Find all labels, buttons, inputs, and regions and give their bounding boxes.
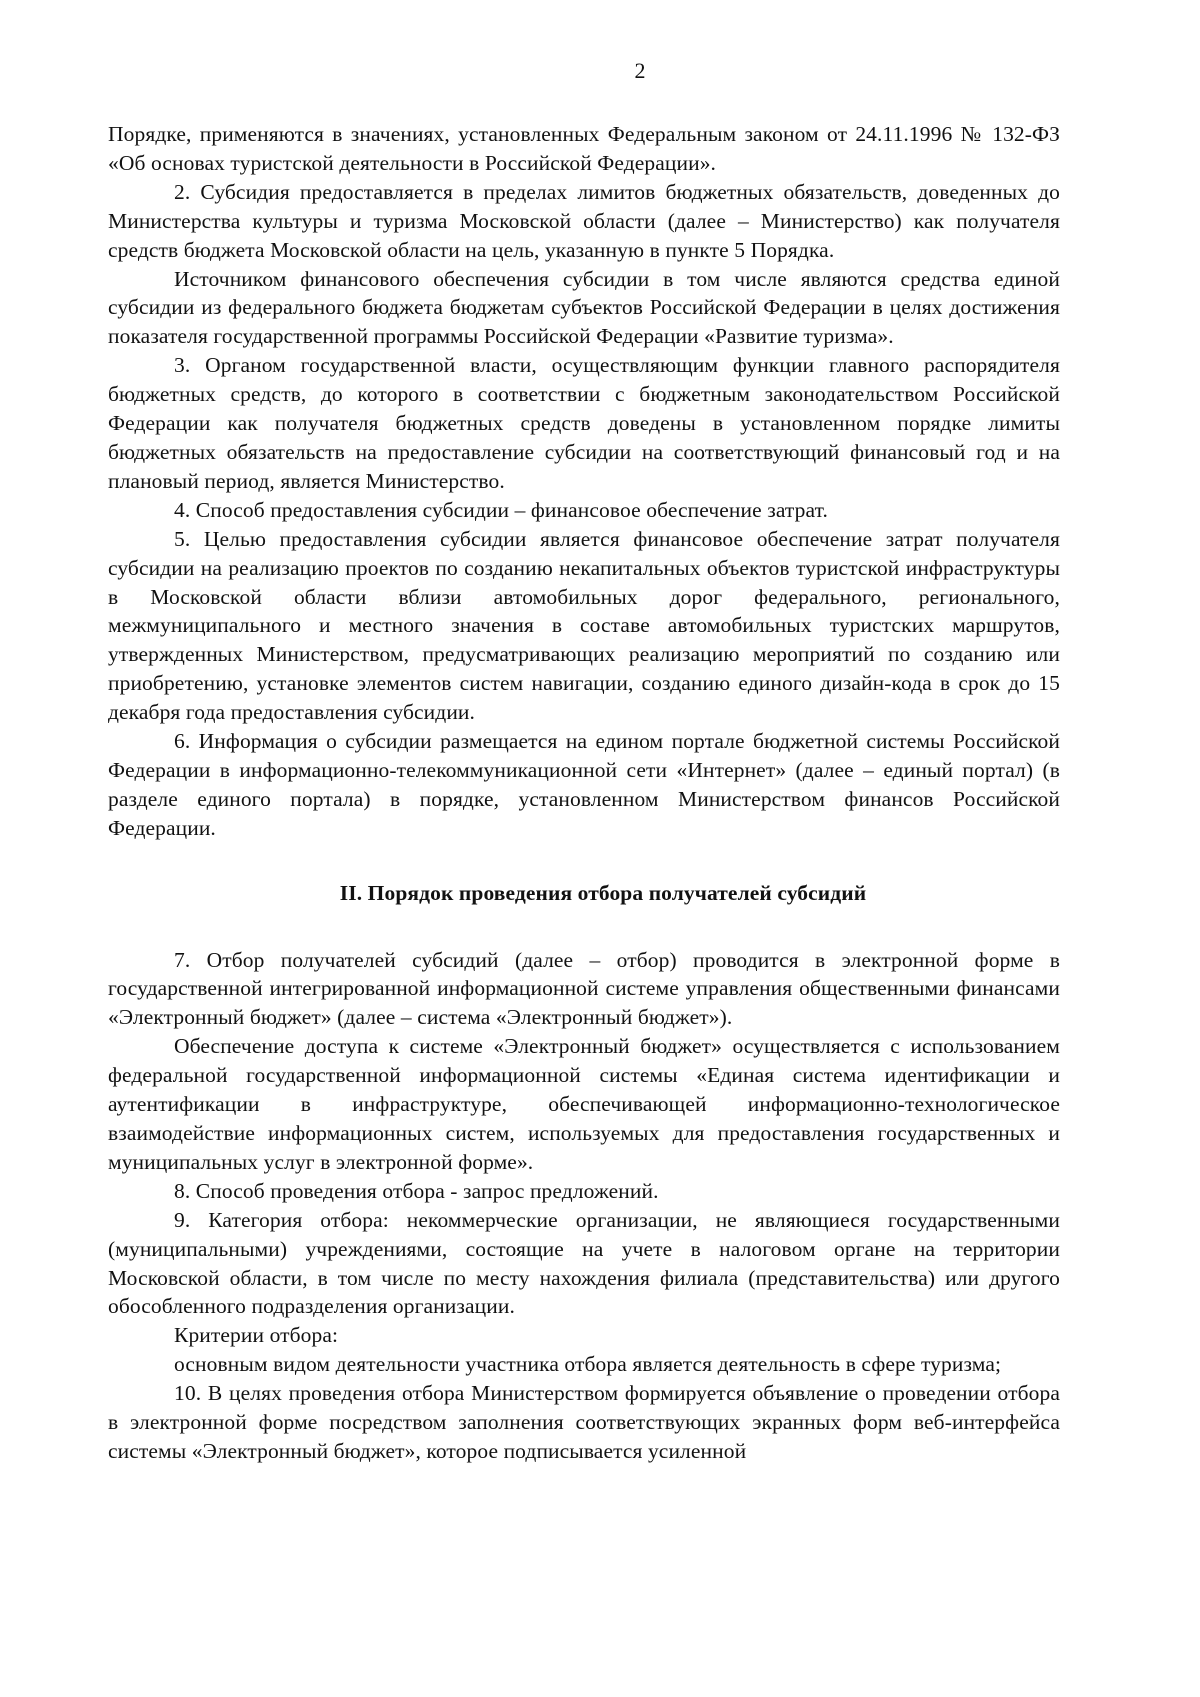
paragraph-item-9: 9. Категория отбора: некоммерческие организации, не являющиеся государственными (муниципальными) учреждениями, состоящие на учете в налоговом органе на территории Московской области, в том числе по месту нахождения филиала (представительства) или другого обособленного подразделения организации. [108,1207,1060,1319]
document-body [108,120,1060,1466]
paragraph-item-4: 4. Способ предоставления субсидии – финансовое обеспечение затрат. [174,497,828,522]
paragraph-funding-source: Источником финансового обеспечения субсидии в том числе являются средства единой субсидии из федерального бюджета бюджетам субъектов Российской Федерации в целях достижения показателя государственной программы Российской Федерации «Развитие туризма». [108,266,1060,349]
paragraph-item-7: 7. Отбор получателей субсидий (далее – отбор) проводится в электронной форме в государственной интегрированной информационной системе управления общественными финансами «Электронный бюджет» (далее – система «Электронный бюджет»). [108,947,1060,1030]
paragraph-item-3: 3. Органом государственной власти, осуществляющим функции главного распорядителя бюджетных средств, до которого в соответствии с бюджетным законодательством Российской Федерации как получателя бюджетных средств доведены в установленном порядке лимиты бюджетных обязательств на предоставление субсидии на соответствующий финансовый год и на плановый период, является Министерство. [108,353,1060,493]
paragraph-item-2: 2. Субсидия предоставляется в пределах лимитов бюджетных обязательств, доведенных до Министерства культуры и туризма Московской области (далее – Министерство) как получателя средств бюджета Московской области на цель, указанную в пункте 5 Порядка. [108,179,1060,262]
paragraph-item-6: 6. Информация о субсидии размещается на едином портале бюджетной системы Российской Федерации в информационно-телекоммуникационной сети «Интернет» (далее – единый портал) (в разделе единого портала) в порядке, установленном Министерством финансов Российской Федерации. [108,729,1060,840]
paragraph-criteria-item: основным видом деятельности участника отбора является деятельность в сфере туризма; [174,1352,1002,1377]
paragraph-access: Обеспечение доступа к системе «Электронный бюджет» осуществляется с использованием федеральной государственной информационной системы «Единая система идентификации и аутентификации в инфраструктуре, обеспечивающей информационно-технологическое взаимодействие информационных систем, используемых для предоставления государственных и муниципальных услуг в электронной форме». [108,1034,1060,1174]
section-heading: II. Порядок проведения отбора получателей субсидий [339,880,867,905]
page-number: 2 [634,58,646,83]
paragraph-continuation: Порядке, применяются в значениях, установленных Федеральным законом от 24.11.1996 № 132-ФЗ «Об основах туристской деятельности в Российской Федерации». [108,122,1060,175]
paragraph-item-10: 10. В целях проведения отбора Министерством формируется объявление о проведении отбора в электронной форме посредством заполнения соответствующих экранных форм веб-интерфейса системы «Электронный бюджет», которое подписывается усиленной [108,1381,1060,1463]
paragraph-item-5: 5. Целью предоставления субсидии является финансовое обеспечение затрат получателя субсидии на реализацию проектов по созданию некапитальных объектов туристской инфраструктуры в Московской области вблизи автомобильных дорог федерального, регионального, межмуниципального и местного значения в составе автомобильных туристских маршрутов, утвержденных Министерством, предусматривающих реализацию мероприятий по созданию или приобретению, установке элементов систем навигации, созданию единого дизайн-кода в срок до 15 декабря года предоставления субсидии. [108,526,1060,725]
paragraph-item-8: 8. Способ проведения отбора - запрос предложений. [174,1178,659,1203]
paragraph-criteria-label: Критерии отбора: [174,1323,339,1348]
